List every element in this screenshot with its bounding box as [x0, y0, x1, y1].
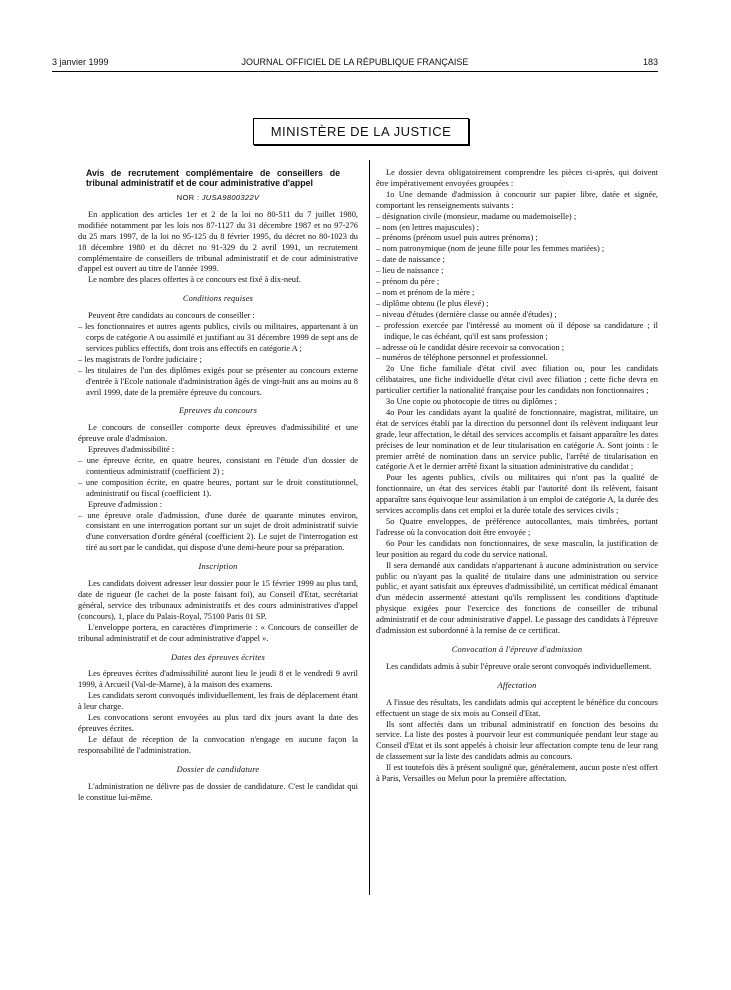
notice-title: Avis de recrutement complémentaire de conseillers de tribunal administratif et de cour administrative d'appel — [86, 168, 340, 188]
list-item: – les magistrats de l'ordre judiciaire ; — [78, 354, 202, 364]
column-divider — [369, 160, 370, 895]
paragraph: Peuvent être candidats au concours de conseiller : — [88, 311, 255, 321]
paragraph: Le concours de conseiller comporte deux épreuves d'admissibilité et une épreuve orale d'admission. — [78, 423, 358, 444]
paragraph: Les convocations seront envoyées au plus tard dix jours avant la date des épreuves écrites. — [78, 713, 358, 733]
paragraph: Les candidats admis à subir l'épreuve orale seront convoqués individuellement. — [386, 661, 652, 671]
page-number: 183 — [642, 57, 658, 67]
issue-date: 3 janvier 1999 — [52, 57, 109, 67]
running-header — [52, 57, 658, 71]
list-item: – diplôme obtenu (le plus élevé) ; — [376, 298, 489, 308]
list-item: – niveau d'études (dernière classe ou année d'études) ; — [376, 309, 557, 319]
list-item: – nom et prénom de la mère ; — [376, 287, 475, 297]
requirements-list — [376, 212, 658, 365]
section-heading: Dates des épreuves écrites — [171, 652, 265, 662]
right-column — [376, 168, 658, 785]
list-item: – une épreuve orale d'admission, d'une durée de quarante minutes environ, consistant en une interrogation portant sur un sujet de droit administratif suivie d'une conversation d'ordre général (coefficient 2). Le sujet de l'interrogation est tiré au sort par le candidat, qui dispose d'une demi-heure pour sa préparation. — [78, 510, 358, 553]
nor-reference — [78, 193, 358, 204]
list-item: – prénom du père ; — [376, 277, 440, 287]
paragraph: 1o Une demande d'admission à concourir sur papier libre, datée et signée, comportant les renseignements suivants : — [376, 189, 658, 210]
list-item: – profession exercée par l'intéressé au moment où il dépose sa candidature ; il indique, le cas échéant, qu'il est sans profession ; — [376, 320, 658, 341]
paragraph: Les candidats doivent adresser leur dossier pour le 15 février 1999 au plus tard, date de rigueur (le cachet de la poste faisant foi), au Conseil d'Etat, secrétariat général, service des tribunaux administratifs et des cours administratives d'appel (concours), 1, place du Palais-Royal, 75100 Paris 01 SP. — [78, 579, 358, 621]
paragraph: 6o Pour les candidats non fonctionnaires, de sexe masculin, la justification de leur position au regard du code du service national. — [376, 538, 658, 559]
paragraph: 2o Une fiche familiale d'état civil avec filiation ou, pour les candidats célibataires, une fiche individuelle d'état civil avec filiation ; cette fiche devra en particulier certifier la nationalité française pour les candidats non fonctionnaires ; — [376, 364, 658, 396]
paragraph: L'administration ne délivre pas de dossier de candidature. C'est le candidat qui le constitue lui-même. — [78, 781, 358, 802]
list-item: – désignation civile (monsieur, madame ou mademoiselle) ; — [376, 211, 577, 221]
paragraph: Les épreuves écrites d'admissibilité auront lieu le jeudi 8 et le vendredi 9 avril 1999, à Arcueil (Val-de-Marne), à la maison des examens. — [78, 669, 358, 690]
paragraph: Les candidats seront convoqués individuellement, les frais de déplacement étant à leur charge. — [78, 691, 358, 712]
section-heading: Epreuves du concours — [178, 406, 258, 416]
list-item: – date de naissance ; — [376, 255, 445, 265]
journal-title: JOURNAL OFFICIEL DE LA RÉPUBLIQUE FRANÇAISE — [241, 57, 469, 67]
paragraph: 4o Pour les candidats ayant la qualité de fonctionnaire, magistrat, militaire, un état de services établi par la direction du personnel dont ils relèvent indiquant leur grade, leur affectation, le détail des services accomplis et faisant apparaître les dates précises de leur nomination et de leur titularisation en catégorie A. Sont joints : le premier arrêté de nomination dans un service public, l'arrêté de titularisation en catégorie A et le dernier arrêté fixant la situation administrative du candidat ; — [376, 407, 658, 472]
paragraph: 3o Une copie ou photocopie de titres ou diplômes ; — [386, 397, 557, 407]
list-item: – nom (en lettres majuscules) ; — [376, 222, 480, 232]
section-heading: Affectation — [497, 680, 537, 690]
list-item: – prénoms (prénom usuel puis autres prénoms) ; — [376, 233, 538, 243]
list-item: – une épreuve écrite, en quatre heures, consistant en l'étude d'un dossier de contentieux administratif (coefficient 2) ; — [78, 456, 358, 476]
section-heading: Convocation à l'épreuve d'admission — [451, 644, 583, 654]
paragraph: Epreuves d'admissibilité : — [88, 445, 175, 455]
left-column — [78, 168, 358, 803]
nor-label: NOR : — [176, 193, 200, 202]
list-item: – adresse où le candidat désire recevoir sa convocation ; — [376, 342, 565, 352]
paragraph: Ils sont affectés dans un tribunal administratif en fonction des besoins du service. La liste des postes à pourvoir leur est communiquée pendant leur stage au Conseil d'Etat et ils sont appelés à choisir leur affectation compte tenu de leur rang de classement sur la liste des candidats admis au concours. — [376, 719, 658, 762]
nor-code: JUSA9800322V — [201, 193, 260, 202]
header-rule — [52, 71, 658, 72]
list-item: – lieu de naissance ; — [376, 266, 444, 276]
paragraph: Il sera demandé aux candidats n'appartenant à aucune administration ou service public ou n'ayant pas la qualité de titulaire dans une administration ou service public, et ayant satisfait aux épreuves d'admissibilité, un certificat médical émanant d'un médecin assermenté attestant qu'ils remplissent les conditions d'aptitude physique exigées pour l'exercice des fonctions de conseiller de tribunal administratif et de cour administrative d'appel. Le passage des candidats à l'épreuve d'admission est subordonné à la remise de ce certificat. — [376, 560, 658, 636]
section-heading: Dossier de candidature — [176, 764, 260, 774]
paragraph: 5o Quatre enveloppes, de préférence autocollantes, mais timbrées, portant l'adresse où la convocation doit être envoyée ; — [376, 517, 658, 537]
section-heading: Inscription — [198, 562, 238, 572]
paragraph: L'enveloppe portera, en caractères d'imprimerie : « Concours de conseiller de tribunal administratif et de cour administrative d'appel ». — [78, 622, 358, 643]
list-item: – les titulaires de l'un des diplômes exigés pour se présenter au concours externe d'entrée à l'Ecole nationale d'administration âgés de vingt-huit ans au moins au 8 avril 1999, date de la première épreuve du concours. — [78, 365, 358, 397]
list-item: – une composition écrite, en quatre heures, portant sur le droit constitutionnel, administratif ou fiscal (coefficient 1). — [78, 477, 358, 498]
paragraph: Epreuve d'admission : — [88, 499, 163, 509]
list-item: – numéros de téléphone personnel et professionnel. — [376, 353, 548, 363]
paragraph: Pour les agents publics, civils ou militaires qui n'ont pas la qualité de fonctionnaire, un état des services établi par l'autorité dont ils relèvent, faisant apparaître sans équivoque leur assimilation à un emploi de catégorie A, la durée des services accomplis dans cet emploi et la durée totale des services civils ; — [376, 473, 658, 516]
paragraph: Il est toutefois dès à présent souligné que, généralement, aucun poste n'est offert à Paris, Versailles ou Melun pour la première affectation. — [376, 763, 658, 784]
section-heading: Conditions requises — [182, 294, 254, 304]
list-item: – les fonctionnaires et autres agents publics, civils ou militaires, appartenant à un corps de catégorie A ou assimilé et justifiant au 31 décembre 1999 de sept ans de services publics effectifs, dont trois ans effectifs en catégorie A ; — [78, 322, 358, 353]
paragraph: En application des articles 1er et 2 de la loi no 80-511 du 7 juillet 1980, modifiée notamment par les lois nos 87-1127 du 31 décembre 1987 et no 97-276 du 25 mars 1997, de la loi no 95-125 du 8 février 1995, du décret no 80-1023 du 18 décembre 1980 et du décret no 91-329 du 2 avril 1991, un recrutement complémentaire de conseillers de tribunal administratif et de cour administrative d'appel est ouvert au titre de l'année 1999. — [78, 209, 358, 274]
ministry-heading: MINISTÈRE DE LA JUSTICE — [253, 118, 469, 145]
list-item: – nom patronymique (nom de jeune fille pour les femmes mariées) ; — [376, 244, 605, 254]
paragraph: Le dossier devra obligatoirement comprendre les pièces ci-après, qui doivent être impérativement envoyées groupées : — [376, 168, 658, 188]
paragraph: A l'issue des résultats, les candidats admis qui acceptent le bénéfice du concours effectuent un stage de six mois au Conseil d'Etat. — [376, 697, 658, 718]
paragraph: Le nombre des places offertes à ce concours est fixé à dix-neuf. — [88, 275, 301, 285]
paragraph: Le défaut de réception de la convocation n'engage en aucune façon la responsabilité de l'administration. — [78, 734, 358, 755]
